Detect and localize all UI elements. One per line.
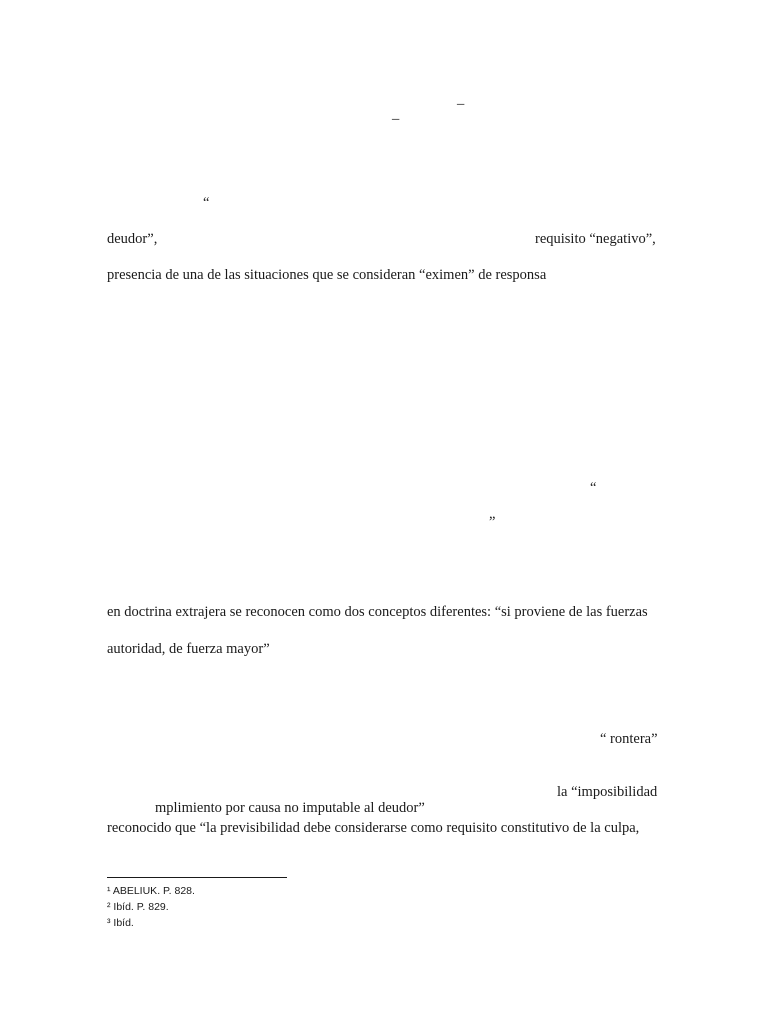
text-line-presencia: presencia de una de las situaciones que se consideran “eximen” de responsa [107, 267, 547, 283]
open-quote-2: “ [590, 480, 597, 496]
text-line-rontera: “ rontera” [600, 731, 658, 747]
dash-mark-1: _ [457, 91, 465, 107]
footnote-3: ³ Ibíd. [107, 917, 134, 929]
footnote-1: ¹ ABELIUK. P. 828. [107, 885, 195, 897]
text-line-autoridad: autoridad, de fuerza mayor” [107, 641, 270, 657]
text-line-cumplimiento: mplimiento por causa no imputable al deudor” [155, 800, 425, 816]
dash-mark-2: _ [392, 106, 400, 122]
text-line-imposibilidad: la “imposibilidad [557, 784, 658, 800]
text-line-doctrina: en doctrina extrajera se reconocen como dos conceptos diferentes: “si proviene de las fuerzas [107, 604, 648, 620]
footnote-separator [107, 877, 287, 878]
text-line-reconocido: reconocido que “la previsibilidad debe considerarse como requisito constitutivo de la culpa, [107, 820, 640, 836]
text-line-deudor: deudor”, [107, 231, 158, 247]
text-line-requisito: requisito “negativo”, [535, 231, 656, 247]
footnote-2: ² Ibíd. P. 829. [107, 901, 169, 913]
close-quote-1: ” [489, 514, 496, 530]
open-quote-1: “ [203, 195, 210, 211]
